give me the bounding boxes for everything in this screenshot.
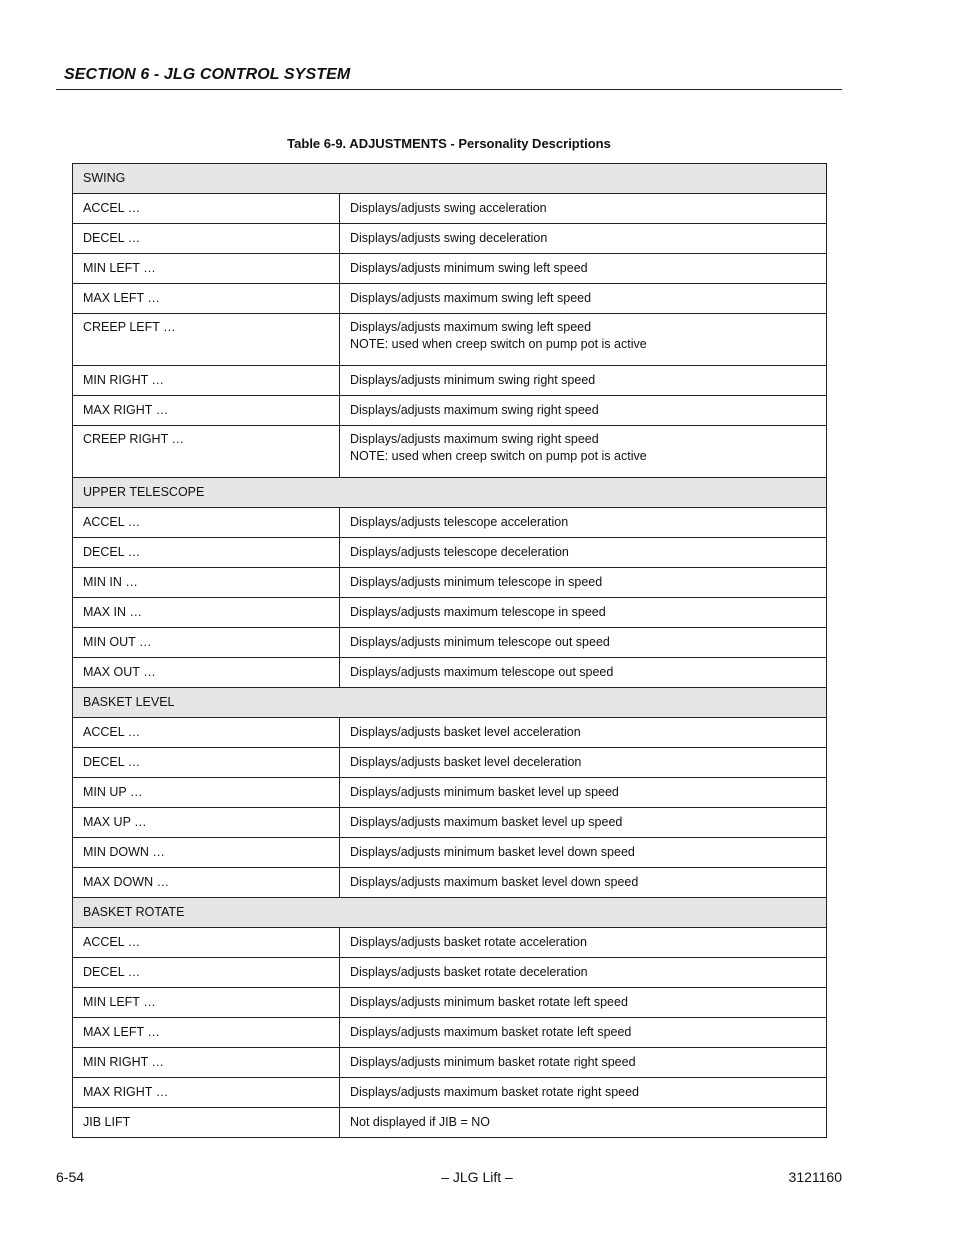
parameter-label: MIN IN …	[73, 568, 340, 598]
parameter-label: DECEL …	[73, 538, 340, 568]
table-row	[73, 508, 827, 538]
table-row	[73, 778, 827, 808]
table-row	[73, 658, 827, 688]
table-row	[73, 808, 827, 838]
parameter-description: Displays/adjusts swing acceleration	[350, 201, 547, 215]
table-row	[73, 748, 827, 778]
parameter-description-cell	[340, 366, 827, 396]
table-row	[73, 958, 827, 988]
group-header: SWING	[73, 164, 827, 194]
table-caption: Table 6-9. ADJUSTMENTS - Personality Descriptions	[287, 136, 611, 151]
parameter-description: Displays/adjusts minimum basket rotate right speed	[350, 1055, 636, 1069]
table-row	[73, 254, 827, 284]
parameter-description: Displays/adjusts maximum basket level down speed	[350, 875, 639, 889]
parameter-description: Displays/adjusts basket level deceleration	[350, 755, 582, 769]
parameter-description-cell	[340, 1048, 827, 1078]
parameter-description: Displays/adjusts maximum swing right speed	[350, 432, 599, 446]
table-row	[73, 598, 827, 628]
parameter-description: Displays/adjusts minimum swing left speed	[350, 261, 588, 275]
table-row	[73, 538, 827, 568]
table-row	[73, 628, 827, 658]
parameter-description: Displays/adjusts minimum basket level down speed	[350, 845, 635, 859]
parameter-description: Displays/adjusts telescope acceleration	[350, 515, 569, 529]
table-row	[73, 718, 827, 748]
parameter-description-cell	[340, 426, 827, 478]
parameter-description: Displays/adjusts maximum basket rotate right speed	[350, 1085, 640, 1099]
personality-descriptions-table	[72, 163, 827, 1138]
parameter-description-cell	[340, 748, 827, 778]
parameter-description-cell	[340, 508, 827, 538]
parameter-description: Displays/adjusts maximum telescope out speed	[350, 665, 614, 679]
parameter-description-cell	[340, 1108, 827, 1138]
document-number: 3121160	[788, 1169, 842, 1185]
parameter-label: ACCEL …	[73, 194, 340, 224]
parameter-label: ACCEL …	[73, 508, 340, 538]
parameter-description: Displays/adjusts basket rotate deceleration	[350, 965, 588, 979]
group-header-row	[73, 688, 827, 718]
parameter-description-cell	[340, 1018, 827, 1048]
parameter-description: Displays/adjusts minimum swing right speed	[350, 373, 596, 387]
parameter-description: Displays/adjusts basket rotate acceleration	[350, 935, 587, 949]
parameter-label: ACCEL …	[73, 718, 340, 748]
parameter-description-cell	[340, 224, 827, 254]
parameter-description: Not displayed if JIB = NO	[350, 1115, 490, 1129]
parameter-label: MAX RIGHT …	[73, 1078, 340, 1108]
section-header	[56, 58, 842, 90]
parameter-description: Displays/adjusts maximum swing left speed	[350, 291, 592, 305]
parameter-label: MAX LEFT …	[73, 1018, 340, 1048]
parameter-description: Displays/adjusts swing deceleration	[350, 231, 548, 245]
parameter-label: MAX UP …	[73, 808, 340, 838]
parameter-description-cell	[340, 808, 827, 838]
parameter-label: MIN LEFT …	[73, 988, 340, 1018]
parameter-description: Displays/adjusts maximum basket level up speed	[350, 815, 623, 829]
parameter-label: DECEL …	[73, 748, 340, 778]
parameter-label: MAX LEFT …	[73, 284, 340, 314]
table-row	[73, 568, 827, 598]
parameter-label: MAX DOWN …	[73, 868, 340, 898]
table-row	[73, 284, 827, 314]
parameter-label: MAX IN …	[73, 598, 340, 628]
parameter-description: Displays/adjusts maximum swing right speed	[350, 403, 599, 417]
parameter-description-cell	[340, 868, 827, 898]
table-row	[73, 194, 827, 224]
table-row	[73, 224, 827, 254]
parameter-label: MAX OUT …	[73, 658, 340, 688]
parameter-label: MIN RIGHT …	[73, 366, 340, 396]
table-row	[73, 314, 827, 366]
parameter-label: DECEL …	[73, 958, 340, 988]
parameter-description-cell	[340, 928, 827, 958]
table-row	[73, 366, 827, 396]
table-row	[73, 988, 827, 1018]
parameter-label: MIN UP …	[73, 778, 340, 808]
parameter-description-cell	[340, 568, 827, 598]
parameter-note: NOTE: used when creep switch on pump pot is active	[350, 449, 647, 463]
parameter-description: Displays/adjusts minimum basket level up speed	[350, 785, 619, 799]
parameter-description-cell	[340, 314, 827, 366]
parameter-description-cell	[340, 598, 827, 628]
group-header-row	[73, 898, 827, 928]
parameter-description: Displays/adjusts minimum basket rotate left speed	[350, 995, 628, 1009]
page-number: 6-54	[56, 1169, 85, 1185]
table-row	[73, 1078, 827, 1108]
table-body	[73, 164, 827, 1138]
table-row	[73, 838, 827, 868]
parameter-description: Displays/adjusts minimum telescope out speed	[350, 635, 610, 649]
parameter-label: CREEP LEFT …	[73, 314, 340, 366]
parameter-description-cell	[340, 1078, 827, 1108]
table-row	[73, 1048, 827, 1078]
table-row	[73, 1108, 827, 1138]
parameter-description-cell	[340, 284, 827, 314]
parameter-description: Displays/adjusts basket level acceleration	[350, 725, 581, 739]
table-row	[73, 1018, 827, 1048]
table-row	[73, 426, 827, 478]
parameter-description-cell	[340, 628, 827, 658]
parameter-description-cell	[340, 718, 827, 748]
parameter-description-cell	[340, 838, 827, 868]
parameter-label: CREEP RIGHT …	[73, 426, 340, 478]
parameter-label: JIB LIFT	[73, 1108, 340, 1138]
parameter-description: Displays/adjusts maximum swing left speed	[350, 320, 592, 334]
parameter-description-cell	[340, 538, 827, 568]
parameter-label: ACCEL …	[73, 928, 340, 958]
parameter-description-cell	[340, 254, 827, 284]
group-header: BASKET LEVEL	[73, 688, 827, 718]
group-header-row	[73, 478, 827, 508]
parameter-description-cell	[340, 396, 827, 426]
parameter-label: MIN RIGHT …	[73, 1048, 340, 1078]
group-header: UPPER TELESCOPE	[73, 478, 827, 508]
parameter-note: NOTE: used when creep switch on pump pot is active	[350, 337, 647, 351]
footer-center-text: – JLG Lift –	[441, 1169, 513, 1185]
parameter-description-cell	[340, 958, 827, 988]
parameter-label: DECEL …	[73, 224, 340, 254]
group-header: BASKET ROTATE	[73, 898, 827, 928]
section-title: SECTION 6 - JLG CONTROL SYSTEM	[64, 66, 351, 83]
table-row	[73, 868, 827, 898]
table-row	[73, 396, 827, 426]
parameter-description-cell	[340, 988, 827, 1018]
parameter-description-cell	[340, 778, 827, 808]
group-header-row	[73, 164, 827, 194]
parameter-description: Displays/adjusts minimum telescope in speed	[350, 575, 603, 589]
parameter-description-cell	[340, 658, 827, 688]
parameter-description: Displays/adjusts maximum basket rotate left speed	[350, 1025, 632, 1039]
table-row	[73, 928, 827, 958]
parameter-label: MIN DOWN …	[73, 838, 340, 868]
parameter-label: MAX RIGHT …	[73, 396, 340, 426]
parameter-description: Displays/adjusts telescope deceleration	[350, 545, 569, 559]
parameter-label: MIN OUT …	[73, 628, 340, 658]
parameter-description: Displays/adjusts maximum telescope in speed	[350, 605, 606, 619]
parameter-label: MIN LEFT …	[73, 254, 340, 284]
parameter-description-cell	[340, 194, 827, 224]
